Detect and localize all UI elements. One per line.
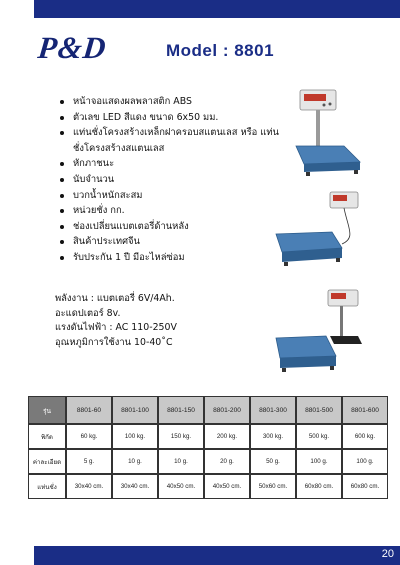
table-cell: 300 kg. <box>250 424 296 449</box>
feature-item: รับประกัน 1 ปี มีอะไหล่ซ่อม <box>60 250 285 266</box>
feature-item: หน่วยชั่ง กก. <box>60 203 285 219</box>
feature-item: บวกน้ำหนักสะสม <box>60 188 285 204</box>
spec-line: แรงดันไฟฟ้า : AC 110-250V <box>55 322 177 334</box>
table-cell: 500 kg. <box>296 424 342 449</box>
page-number: 20 <box>381 548 394 560</box>
brand-logo: P&D <box>36 30 109 65</box>
table-row <box>28 474 388 499</box>
row-label-cell: ค่าละเอียด <box>28 449 66 474</box>
model-cell: 8801-100 <box>112 396 158 424</box>
table-cell: 100 g. <box>296 449 342 474</box>
table-cell: 30x40 cm. <box>112 474 158 499</box>
table-cell: 5 g. <box>66 449 112 474</box>
feature-item: สินค้าประเทศจีน <box>60 234 285 250</box>
bullet-icon <box>60 100 64 104</box>
table-row <box>28 424 388 449</box>
table-cell: 100 kg. <box>112 424 158 449</box>
model-cell: 8801-200 <box>204 396 250 424</box>
feature-item: ตัวเลข LED สีแดง ขนาด 6x50 มม. <box>60 110 285 126</box>
table-cell: 40x50 cm. <box>158 474 204 499</box>
bullet-icon <box>60 162 64 166</box>
bullet-icon <box>60 225 64 229</box>
bullet-icon <box>60 256 64 260</box>
column-scale-image <box>282 86 372 182</box>
spec-line: อุณหภูมิการใช้งาน 10-40˚C <box>55 336 173 348</box>
header-label-cell: รุ่น <box>28 396 66 424</box>
table-cell: 30x40 cm. <box>66 474 112 499</box>
feature-item: แท่นชั่งโครงสร้างเหล็กฝาครอบสแตนเลส หรือ แท่นชั่งโครงสร้างสแตนเลส <box>60 125 285 156</box>
table-cell: 150 kg. <box>158 424 204 449</box>
table-cell: 50 g. <box>250 449 296 474</box>
bullet-icon <box>60 178 64 182</box>
feature-list <box>60 94 285 266</box>
bullet-icon <box>60 131 64 135</box>
bullet-icon <box>60 240 64 244</box>
feature-item: หักภาชนะ <box>60 156 285 172</box>
bullet-icon <box>60 116 64 120</box>
spec-line: พลังงาน : แบตเตอรี่ 6V/4Ah. <box>55 293 175 304</box>
table-cell: 10 g. <box>158 449 204 474</box>
model-cell: 8801-500 <box>296 396 342 424</box>
top-banner <box>34 0 400 18</box>
feature-item: นับจำนวน <box>60 172 285 188</box>
row-label-cell: แท่นชั่ง <box>28 474 66 499</box>
table-cell: 100 g. <box>342 449 388 474</box>
feature-item: หน้าจอแสดงผลพลาสติก ABS <box>60 94 285 110</box>
table-cell: 60x80 cm. <box>296 474 342 499</box>
feature-item: ช่องเปลี่ยนแบตเตอรี่ด้านหลัง <box>60 219 285 235</box>
table-cell: 20 g. <box>204 449 250 474</box>
model-cell: 8801-150 <box>158 396 204 424</box>
bullet-icon <box>60 194 64 198</box>
table-cell: 50x60 cm. <box>250 474 296 499</box>
table-cell: 200 kg. <box>204 424 250 449</box>
table-cell: 60x80 cm. <box>342 474 388 499</box>
bullet-icon <box>60 209 64 213</box>
model-cell: 8801-600 <box>342 396 388 424</box>
platform-scale-image <box>268 188 368 278</box>
table-header-row <box>28 396 388 424</box>
bottom-banner <box>34 546 400 565</box>
table-row <box>28 449 388 474</box>
model-title: Model : 8801 <box>166 41 275 60</box>
model-cell: 8801-60 <box>66 396 112 424</box>
table-cell: 60 kg. <box>66 424 112 449</box>
table-cell: 10 g. <box>112 449 158 474</box>
table-cell: 600 kg. <box>342 424 388 449</box>
table-cell: 40x50 cm. <box>204 474 250 499</box>
model-spec-table <box>28 396 388 499</box>
stand-scale-image <box>270 286 370 382</box>
model-cell: 8801-300 <box>250 396 296 424</box>
row-label-cell: พิกัด <box>28 424 66 449</box>
power-specs <box>55 292 177 350</box>
spec-line: อะแดปเตอร์ 8v. <box>55 307 121 319</box>
